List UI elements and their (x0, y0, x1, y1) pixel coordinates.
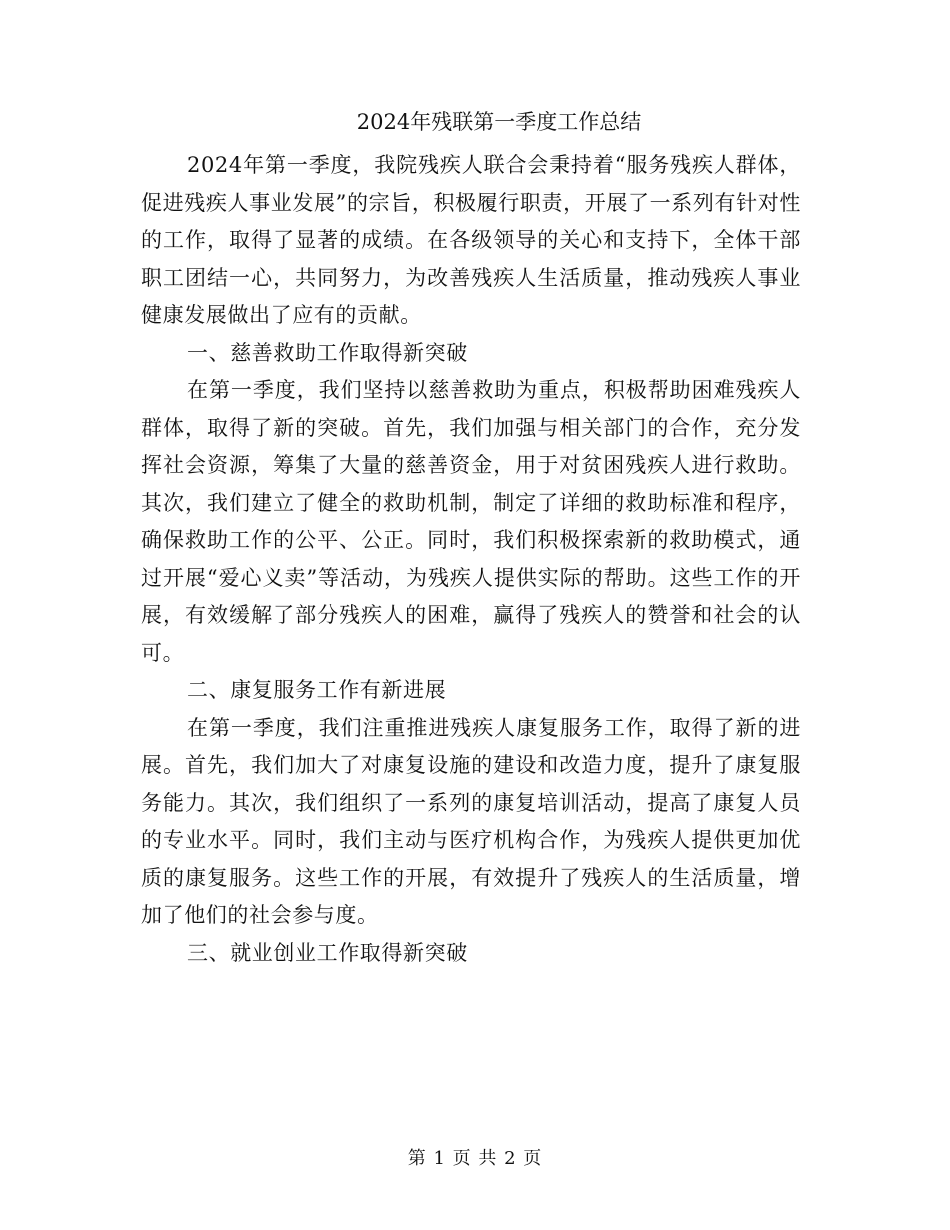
intro-paragraph: 2024年第一季度，我院残疾人联合会秉持着“服务残疾人群体，促进残疾人事业发展”的宗旨，积极履行职责，开展了一系列有针对性的工作，取得了显著的成绩。在各级领导的关心和支持下，全体干部职工团结一心，共同努力，为改善残疾人生活质量，推动残疾人事业健康发展做出了应有的贡献。 (141, 153, 801, 327)
document-title: 2024年残联第一季度工作总结 (356, 110, 642, 134)
body-paragraph: 在第一季度，我们注重推进残疾人康复服务工作，取得了新的进展。首先，我们加大了对康复设施的建设和改造力度，提升了康复服务能力。其次，我们组织了一系列的康复培训活动，提高了康复人员的专业水平。同时，我们主动与医疗机构合作，为残疾人提供更加优质的康复服务。这些工作的开展，有效提升了残疾人的生活质量，增加了他们的社会参与度。 (141, 715, 801, 927)
page-number: 第 1 页 共 2 页 (407, 1148, 543, 1169)
body-paragraph: 在第一季度，我们坚持以慈善救助为重点，积极帮助困难残疾人群体，取得了新的突破。首先，我们加强与相关部门的合作，充分发挥社会资源，筹集了大量的慈善资金，用于对贫困残疾人进行救助。其次，我们建立了健全的救助机制，制定了详细的救助标准和程序，确保救助工作的公平、公正。同时，我们积极探索新的救助模式，通过开展“爱心义卖”等活动，为残疾人提供实际的帮助。这些工作的开展，有效缓解了部分残疾人的困难，赢得了残疾人的赞誉和社会的认可。 (141, 378, 801, 665)
document-body (141, 147, 801, 972)
section-heading: 二、康复服务工作有新进展 (187, 678, 447, 702)
section-heading: 一、慈善救助工作取得新突破 (187, 340, 468, 365)
section-heading: 三、就业创业工作取得新突破 (187, 940, 468, 965)
